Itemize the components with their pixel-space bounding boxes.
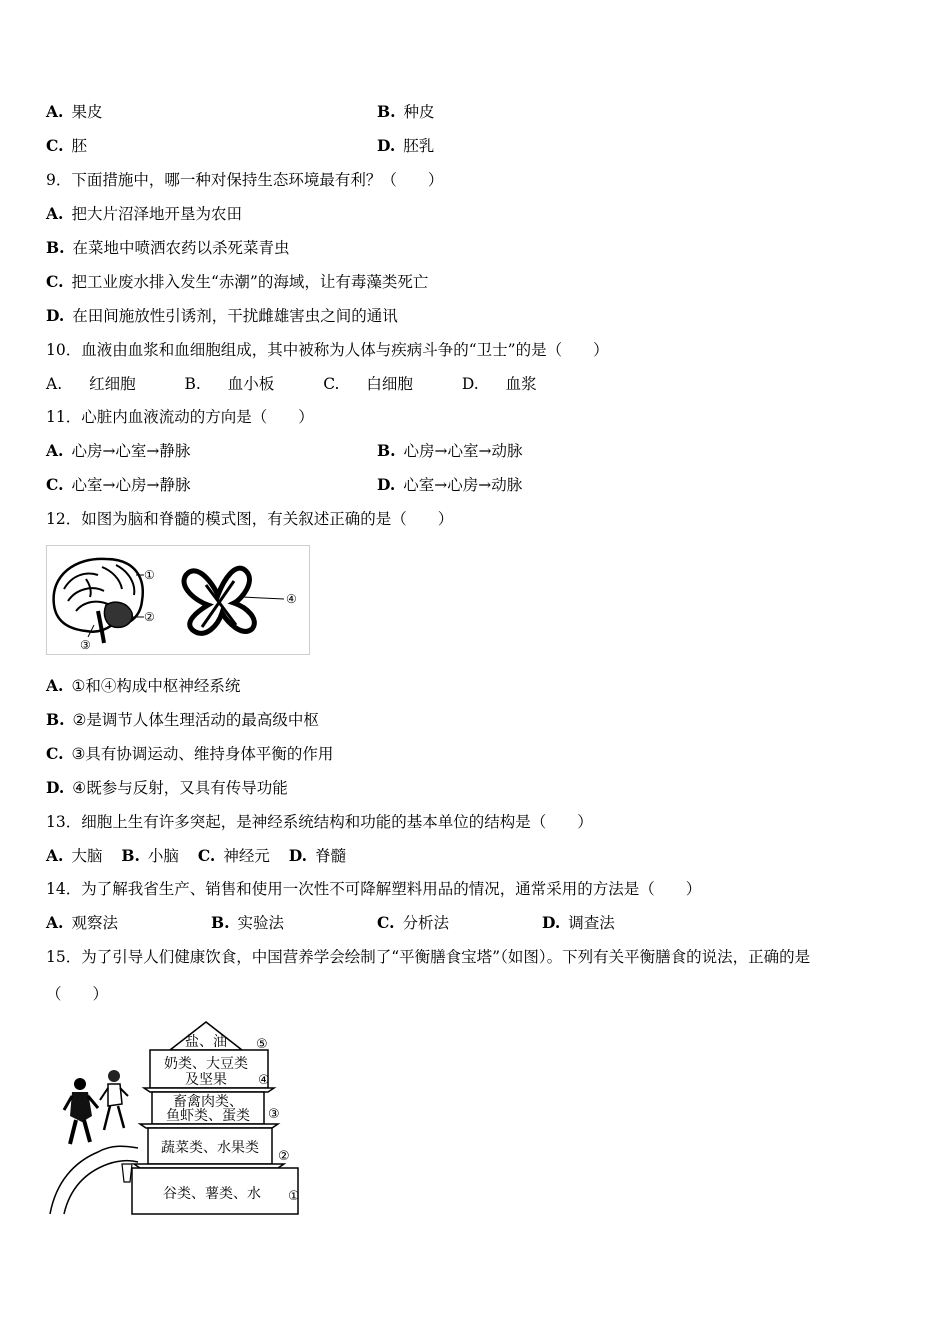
q11-option-d: D. 心室→心房→动脉: [377, 475, 523, 494]
tier-4-label: 奶类、大豆类: [164, 1056, 248, 1072]
label-4: ④: [286, 592, 297, 606]
q12-option-b: B. ②是调节人体生理活动的最高级中枢: [46, 710, 319, 729]
tier-3-label-2: 鱼虾类、蛋类: [166, 1108, 250, 1124]
q11-stem: 11．心脏内血液流动的方向是（ ）: [46, 408, 314, 426]
q9-option-b: B. 在菜地中喷洒农药以杀死菜青虫: [46, 238, 290, 257]
brain-spinal-cord-figure: [46, 545, 310, 655]
tier-1-label: 谷类、薯类、水: [163, 1186, 261, 1202]
food-pyramid-diagram: [46, 1016, 306, 1216]
q13-option-b: B. 小脑: [121, 846, 179, 865]
tier-2-label: 蔬菜类、水果类: [161, 1140, 259, 1156]
q10-options: [46, 374, 581, 394]
food-pyramid-figure: [46, 1016, 306, 1216]
tier-1-num: ①: [288, 1189, 300, 1204]
q9-option-d: D. 在田间施放性引诱剂，干扰雌雄害虫之间的通讯: [46, 306, 398, 325]
q14-stem: 14．为了解我省生产、销售和使用一次性不可降解塑料用品的情况，通常采用的方法是（ ）: [46, 880, 702, 898]
q12-option-a: A. ①和④构成中枢神经系统: [46, 676, 241, 695]
q11-option-a: A. 心房→心室→静脉: [46, 441, 191, 460]
q15-stem: 15．为了引导人们健康饮食，中国营养学会绘制了“平衡膳食宝塔”（如图）。下列有关平衡膳食的说法，正确的是: [46, 948, 811, 966]
q15-stem-cont: （ ）: [46, 985, 109, 1003]
q10-option-b: B. 血小板: [184, 375, 275, 393]
runner-man-icon: [64, 1078, 98, 1144]
tier-5-label: 盐、油: [185, 1034, 227, 1050]
tier-5-num: ⑤: [256, 1037, 268, 1052]
tier-4-label-2: 及坚果: [185, 1072, 227, 1088]
brain-spinal-cord-diagram: [46, 545, 310, 655]
runner-woman-icon: [100, 1070, 128, 1130]
q10-option-c: C. 白细胞: [323, 375, 413, 393]
q13-option-c: C. 神经元: [197, 846, 270, 865]
q14-option-a: A. 观察法: [46, 913, 118, 932]
q8-option-d: D. 胚乳: [377, 136, 435, 155]
q11-option-c: C. 心室→心房→静脉: [46, 475, 191, 494]
q13-options: [46, 846, 346, 866]
q9-option-c: C. 把工业废水排入发生“赤潮”的海域，让有毒藻类死亡: [46, 272, 429, 291]
q14-option-b: B. 实验法: [211, 913, 285, 932]
q10-stem: 10．血液由血浆和血细胞组成，其中被称为人体与疾病斗争的“卫士”的是（ ）: [46, 341, 609, 359]
q8-option-c: C. 胚: [46, 136, 87, 155]
label-1: ①: [144, 568, 155, 582]
q9-option-a: A. 把大片沼泽地开垦为农田: [46, 204, 242, 223]
tier-3-label: 畜禽肉类、: [173, 1094, 243, 1110]
q13-option-a: A. 大脑: [46, 846, 103, 865]
q13-stem: 13．细胞上生有许多突起，是神经系统结构和功能的基本单位的结构是（ ）: [46, 813, 593, 831]
q10-option-a: A. 红细胞: [46, 375, 136, 393]
q10-option-d: D. 血浆: [461, 375, 537, 393]
label-3: ③: [80, 638, 91, 652]
q9-stem: 9．下面措施中，哪一种对保持生态环境最有利？（ ）: [46, 171, 444, 189]
label-2: ②: [144, 610, 155, 624]
tier-3-num: ③: [268, 1107, 280, 1122]
tier-4-num: ④: [258, 1073, 270, 1088]
tier-2-num: ②: [278, 1149, 290, 1164]
q11-option-b: B. 心房→心室→动脉: [377, 441, 523, 460]
q13-option-d: D. 脊髓: [288, 846, 347, 865]
q14-option-c: C. 分析法: [377, 913, 449, 932]
q14-option-d: D. 调查法: [542, 913, 615, 932]
q8-option-b: B. 种皮: [377, 102, 435, 121]
q12-option-d: D. ④既参与反射，又具有传导功能: [46, 778, 288, 797]
q8-option-a: A. 果皮: [46, 102, 103, 121]
q12-option-c: C. ③具有协调运动、维持身体平衡的作用: [46, 744, 334, 763]
q12-stem: 12．如图为脑和脊髓的模式图，有关叙述正确的是（ ）: [46, 510, 454, 528]
